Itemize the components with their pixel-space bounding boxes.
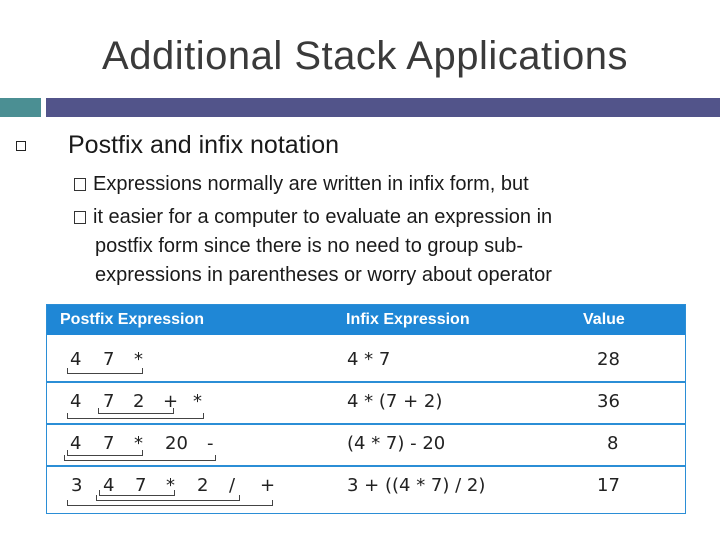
sub-bullet-box-icon — [74, 178, 86, 191]
postfix-token: 4 — [70, 433, 82, 454]
postfix-token: 7 — [135, 475, 147, 496]
postfix-cell — [67, 340, 307, 381]
postfix-cell — [67, 466, 307, 507]
value-cell: 8 — [607, 433, 619, 454]
table-row — [47, 382, 685, 423]
accent-bar-left — [0, 98, 41, 117]
postfix-token: 2 — [197, 475, 209, 496]
infix-cell: 3 + ((4 * 7) / 2) — [347, 475, 486, 496]
postfix-token: * — [134, 349, 143, 370]
postfix-token: * — [166, 475, 175, 496]
sub-bullet-2: it easier for a computer to evaluate an expression in — [74, 203, 552, 232]
postfix-token: 4 — [70, 349, 82, 370]
infix-cell: 4 * (7 + 2) — [347, 391, 443, 412]
grouping-bracket — [67, 368, 143, 374]
postfix-token: 7 — [103, 391, 115, 412]
accent-bar-right — [46, 98, 720, 117]
sub-bullet-box-icon — [74, 211, 86, 224]
postfix-token: 7 — [103, 349, 115, 370]
postfix-cell — [67, 382, 307, 423]
header-infix: Infix Expression — [346, 311, 470, 328]
header-value: Value — [583, 311, 625, 328]
postfix-token: 2 — [133, 391, 145, 412]
postfix-token: 7 — [103, 433, 115, 454]
header-postfix: Postfix Expression — [60, 311, 205, 328]
grouping-bracket — [67, 413, 204, 419]
bullet-square-icon — [16, 141, 26, 151]
bullet-heading: Postfix and infix notation — [68, 131, 339, 159]
infix-cell: (4 * 7) - 20 — [347, 433, 446, 454]
table-row — [47, 424, 685, 465]
grouping-bracket — [67, 500, 273, 506]
sub-bullet-2-cont-1: postfix form since there is no need to group sub- — [95, 235, 524, 257]
table-header — [47, 305, 685, 335]
postfix-token: - — [207, 433, 214, 454]
postfix-token: + — [260, 475, 276, 496]
postfix-cell — [67, 424, 307, 465]
postfix-token: 4 — [70, 391, 82, 412]
sub-bullet-2-cont-2: expressions in parentheses or worry about operator — [95, 264, 552, 286]
infix-cell: 4 * 7 — [347, 349, 391, 370]
postfix-token: / — [229, 475, 236, 496]
expression-table — [46, 304, 686, 514]
value-cell: 36 — [597, 391, 620, 412]
postfix-token: 4 — [103, 475, 115, 496]
postfix-token: 20 — [165, 433, 188, 454]
value-cell: 28 — [597, 349, 620, 370]
slide-title: Additional Stack Applications — [102, 34, 628, 78]
sub-bullet-1: Expressions normally are written in infix form, but — [74, 170, 529, 199]
table-row — [47, 340, 685, 381]
table-row — [47, 466, 685, 507]
postfix-token: * — [134, 433, 143, 454]
value-cell: 17 — [597, 475, 620, 496]
postfix-token: 3 — [71, 475, 83, 496]
postfix-token: + — [163, 391, 179, 412]
postfix-token: * — [193, 391, 202, 412]
grouping-bracket — [64, 455, 216, 461]
